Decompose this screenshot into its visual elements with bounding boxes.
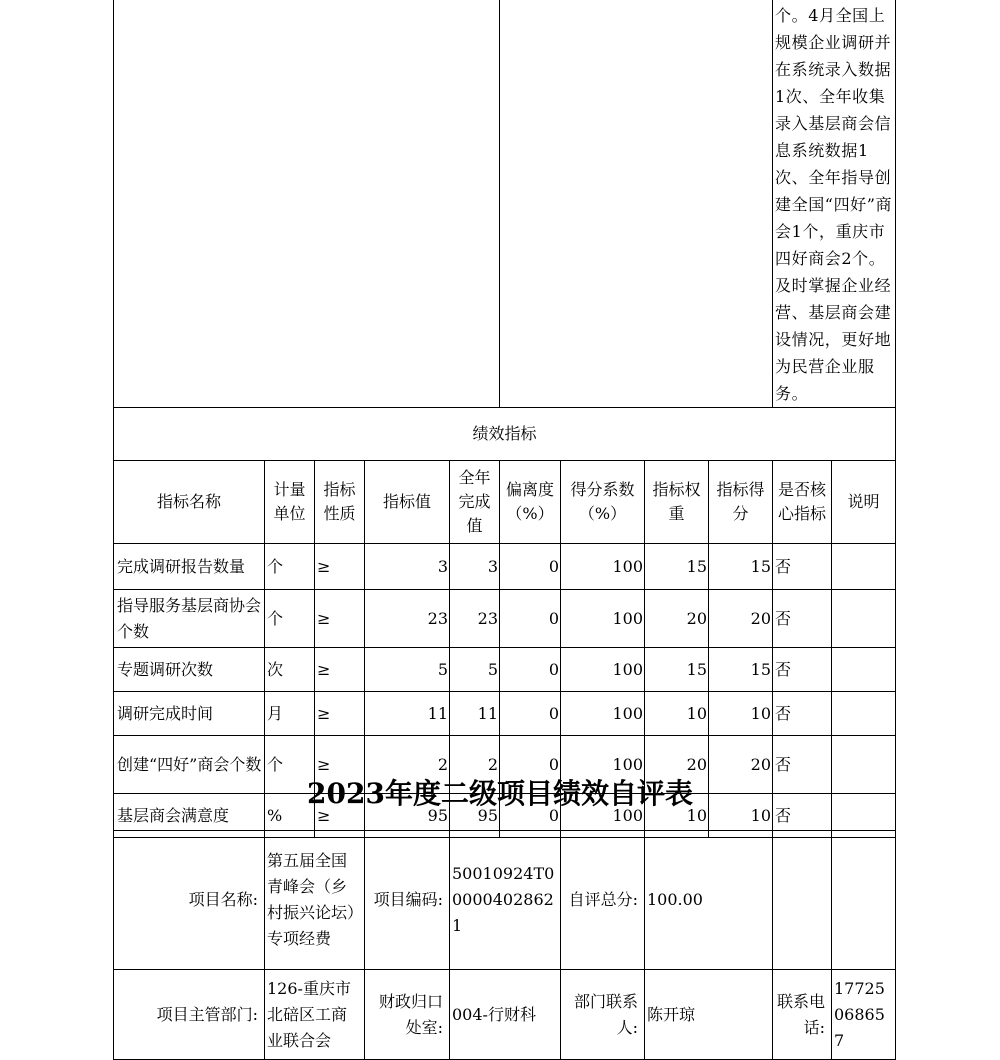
col-header: 指标得分 [709, 461, 773, 544]
finance-office-label: 财政归口处室: [365, 970, 450, 1060]
indicator-coef-cell: 100 [561, 590, 645, 648]
indicator-deviation-cell: 0 [500, 590, 561, 648]
indicator-weight-cell: 20 [645, 736, 709, 794]
department-value: 126-重庆市北碚区工商业联合会 [265, 970, 365, 1060]
indicator-weight-cell: 10 [645, 692, 709, 736]
indicator-unit-cell: 个 [265, 590, 315, 648]
project-code-value: 50010924T000004028621 [450, 831, 561, 970]
project-name-label: 项目名称: [114, 831, 265, 970]
indicator-nature-cell: ≥ [315, 590, 365, 648]
project-name-value: 第五届全国青峰会（乡村振兴论坛）专项经费 [265, 831, 365, 970]
indicator-target-cell: 2 [365, 736, 450, 794]
indicator-nature-cell: ≥ [315, 794, 365, 838]
indicator-unit-cell: 个 [265, 736, 315, 794]
performance-indicator-table [113, 0, 896, 838]
indicator-actual-cell: 23 [450, 590, 500, 648]
indicator-unit-cell: % [265, 794, 315, 838]
indicator-core-cell: 否 [773, 692, 832, 736]
project-code-label: 项目编码: [365, 831, 450, 970]
indicator-name-cell: 指导服务基层商协会个数 [114, 590, 265, 648]
empty-cell [500, 0, 773, 408]
col-header: 指标值 [365, 461, 450, 544]
indicator-deviation-cell: 0 [500, 736, 561, 794]
indicator-coef-cell: 100 [561, 648, 645, 692]
phone-label: 联系电话: [773, 970, 832, 1060]
indicator-score-cell: 15 [709, 544, 773, 590]
indicator-name-cell: 完成调研报告数量 [114, 544, 265, 590]
col-header: 指标权重 [645, 461, 709, 544]
indicator-core-cell: 否 [773, 648, 832, 692]
indicator-actual-cell: 5 [450, 648, 500, 692]
indicator-note-cell [832, 544, 896, 590]
indicator-name-cell: 基层商会满意度 [114, 794, 265, 838]
indicator-actual-cell: 11 [450, 692, 500, 736]
finance-office-value: 004-行财科 [450, 970, 561, 1060]
continuation-text: 个。4月全国上规模企业调研并在系统录入数据1次、全年收集录入基层商会信息系统数据1次、全年指导创建全国“四好”商会1个，重庆市四好商会2个。及时掌握企业经营、基层商会建设情况，更好地为民营企业服务。 [773, 0, 896, 408]
form-title: 2023年度二级项目绩效自评表 [307, 777, 693, 810]
empty-cell [114, 0, 500, 408]
indicator-score-cell: 20 [709, 736, 773, 794]
indicator-core-cell: 否 [773, 736, 832, 794]
indicator-coef-cell: 100 [561, 736, 645, 794]
indicator-row [114, 544, 896, 590]
phone-value: 17725068657 [832, 970, 896, 1060]
indicator-deviation-cell: 0 [500, 692, 561, 736]
indicator-core-cell: 否 [773, 544, 832, 590]
col-header: 指标性质 [315, 461, 365, 544]
indicator-note-cell [832, 692, 896, 736]
indicator-score-cell: 20 [709, 590, 773, 648]
indicator-actual-cell: 95 [450, 794, 500, 838]
indicator-row [114, 648, 896, 692]
col-header: 偏离度（%） [500, 461, 561, 544]
indicator-row [114, 590, 896, 648]
indicator-target-cell: 23 [365, 590, 450, 648]
indicator-weight-cell: 20 [645, 590, 709, 648]
indicator-score-cell: 10 [709, 794, 773, 838]
indicator-weight-cell: 10 [645, 794, 709, 838]
indicator-name-cell: 创建“四好”商会个数 [114, 736, 265, 794]
indicator-coef-cell: 100 [561, 544, 645, 590]
indicator-target-cell: 5 [365, 648, 450, 692]
col-header: 是否核心指标 [773, 461, 832, 544]
col-header: 指标名称 [114, 461, 265, 544]
indicator-unit-cell: 个 [265, 544, 315, 590]
section-title: 绩效指标 [114, 408, 896, 461]
indicator-unit-cell: 月 [265, 692, 315, 736]
indicator-note-cell [832, 590, 896, 648]
section-title-row [114, 408, 896, 461]
indicator-actual-cell: 3 [450, 544, 500, 590]
indicator-target-cell: 95 [365, 794, 450, 838]
contact-label: 部门联系人: [561, 970, 645, 1060]
indicator-deviation-cell: 0 [500, 648, 561, 692]
col-header: 全年完成值 [450, 461, 500, 544]
indicator-coef-cell: 100 [561, 692, 645, 736]
contact-value: 陈开琼 [645, 970, 773, 1060]
empty-cell [773, 831, 832, 970]
indicator-row [114, 692, 896, 736]
indicator-score-cell: 10 [709, 692, 773, 736]
project-row [114, 831, 896, 970]
indicator-coef-cell: 100 [561, 794, 645, 838]
col-header: 得分系数（%） [561, 461, 645, 544]
col-header: 说明 [832, 461, 896, 544]
indicator-nature-cell: ≥ [315, 692, 365, 736]
col-header: 计量单位 [265, 461, 315, 544]
indicator-nature-cell: ≥ [315, 736, 365, 794]
empty-cell [832, 831, 896, 970]
indicator-weight-cell: 15 [645, 648, 709, 692]
self-score-value: 100.00 [645, 831, 773, 970]
indicator-score-cell: 15 [709, 648, 773, 692]
indicator-weight-cell: 15 [645, 544, 709, 590]
header-row [114, 461, 896, 544]
indicator-nature-cell: ≥ [315, 544, 365, 590]
department-row [114, 970, 896, 1060]
indicator-name-cell: 调研完成时间 [114, 692, 265, 736]
indicator-core-cell: 否 [773, 590, 832, 648]
indicator-actual-cell: 2 [450, 736, 500, 794]
department-label: 项目主管部门: [114, 970, 265, 1060]
indicator-name-cell: 专题调研次数 [114, 648, 265, 692]
self-score-label: 自评总分: [561, 831, 645, 970]
indicator-target-cell: 3 [365, 544, 450, 590]
indicator-unit-cell: 次 [265, 648, 315, 692]
indicator-nature-cell: ≥ [315, 648, 365, 692]
project-info-table [113, 830, 896, 1060]
continuation-row [114, 0, 896, 408]
indicator-target-cell: 11 [365, 692, 450, 736]
indicator-deviation-cell: 0 [500, 544, 561, 590]
indicator-core-cell: 否 [773, 794, 832, 838]
indicator-deviation-cell: 0 [500, 794, 561, 838]
indicator-note-cell [832, 648, 896, 692]
